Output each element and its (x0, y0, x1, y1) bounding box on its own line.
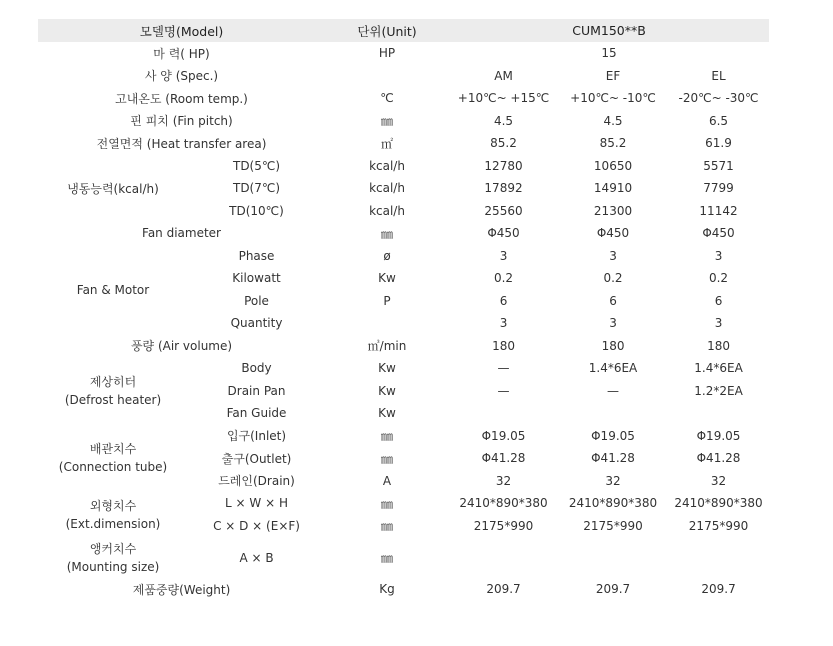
value-air-volume-am: 180 (492, 338, 515, 353)
label-fan-motor: Fan & Motor (76, 282, 150, 297)
sublabel-connection-drain: 드레인(Drain) (218, 474, 295, 489)
value-fan-pole-ef: 6 (609, 293, 617, 308)
unit-fan-kilowatt: Kw (378, 271, 396, 286)
sublabel-fan-kilowatt: Kilowatt (232, 271, 281, 286)
value-fan-diameter-el: Φ450 (702, 226, 735, 241)
value-room-temp-ef: +10℃~ -10℃ (570, 91, 656, 106)
value-weight-am: 209.7 (486, 582, 521, 597)
value-ext-cdef-ef: 2175*990 (583, 518, 643, 533)
unit-fin-pitch: ㎜ (381, 114, 394, 129)
value-ext-lwh-ef: 2410*890*380 (568, 496, 658, 511)
sublabel-fan-quantity: Quantity (230, 316, 283, 331)
value-capacity-td7-am: 17892 (484, 181, 523, 196)
value-mounting-ef (558, 537, 668, 578)
value-fin-pitch-am: 4.5 (493, 113, 514, 128)
label-hp: 마 력( HP) (153, 46, 210, 61)
sublabel-mounting: A × B (239, 550, 274, 565)
label-ext-dimension-en: (Ext.dimension) (65, 516, 161, 531)
value-fan-diameter-am: Φ450 (487, 226, 520, 241)
label-connection-ko: 배관치수 (89, 442, 137, 457)
value-room-temp-am: +10℃~ +15℃ (457, 91, 550, 106)
row-fin-pitch (38, 110, 769, 133)
value-fan-kilowatt-am: 0.2 (493, 271, 514, 286)
sublabel-fan-pole: Pole (244, 293, 269, 308)
label-capacity: 냉동능력(kcal/h) (67, 181, 159, 196)
label-fan-diameter: Fan diameter (142, 226, 221, 241)
label-ext-dimension (38, 492, 188, 537)
label-mounting-ko: 앵커치수 (89, 541, 137, 556)
unit-defrost-drain-pan: Kw (378, 383, 396, 398)
unit-fan-phase: ø (383, 248, 391, 263)
value-capacity-td5-el: 5571 (703, 158, 734, 173)
label-air-volume: 풍량 (Air volume) (130, 339, 233, 354)
value-fan-quantity-am: 3 (499, 316, 508, 331)
row-room-temp (38, 87, 769, 110)
value-capacity-td10-am: 25560 (484, 203, 523, 218)
value-connection-drain-am: 32 (495, 473, 512, 488)
value-mounting-am (449, 537, 558, 578)
row-fan-phase (38, 245, 769, 268)
sublabel-defrost-fan-guide: Fan Guide (226, 406, 287, 421)
unit-connection-inlet: ㎜ (381, 429, 394, 444)
unit-mounting: ㎜ (381, 551, 394, 565)
value-room-temp-el: -20℃~ -30℃ (678, 91, 759, 106)
sublabel-capacity-td7: TD(7℃) (232, 181, 281, 196)
value-defrost-drain-pan-ef: — (607, 383, 620, 398)
value-connection-outlet-ef: Φ41.28 (591, 451, 635, 466)
value-capacity-td7-ef: 14910 (593, 181, 633, 196)
label-mounting-en: (Mounting size) (66, 559, 160, 574)
unit-weight: Kg (379, 582, 395, 597)
unit-connection-drain: A (382, 473, 392, 488)
unit-capacity-td10: kcal/h (369, 203, 405, 218)
label-defrost-en: (Defrost heater) (64, 392, 162, 407)
value-capacity-td5-ef: 10650 (593, 158, 633, 173)
value-spec-el: EL (711, 68, 726, 83)
sublabel-ext-cdef: C × D × (E×F) (213, 518, 300, 533)
value-fan-pole-el: 6 (714, 293, 723, 308)
value-capacity-td7-el: 7799 (703, 181, 734, 196)
row-capacity-td5 (38, 155, 769, 178)
value-defrost-drain-pan-am: — (497, 383, 510, 398)
value-defrost-fan-guide-am (449, 402, 558, 425)
unit-hp: HP (378, 46, 396, 61)
label-mounting (38, 537, 188, 578)
unit-capacity-td7: kcal/h (369, 181, 405, 196)
unit-connection-outlet: ㎜ (381, 451, 394, 466)
unit-air-volume: ㎥/min (367, 339, 407, 354)
row-air-volume (38, 335, 769, 358)
header-row (38, 19, 769, 42)
row-spec (38, 65, 769, 88)
value-connection-inlet-el: Φ19.05 (696, 428, 741, 443)
sublabel-defrost-drain-pan: Drain Pan (227, 383, 286, 398)
value-fan-diameter-ef: Φ450 (596, 226, 630, 241)
unit-spec (325, 65, 449, 88)
value-fan-kilowatt-el: 0.2 (708, 271, 729, 286)
row-heat-area (38, 132, 769, 155)
value-ext-lwh-el: 2410*890*380 (674, 496, 763, 511)
header-unit: 단위(Unit) (325, 19, 449, 42)
value-fin-pitch-el: 6.5 (708, 113, 729, 128)
value-weight-el: 209.7 (701, 582, 736, 597)
value-spec-am: AM (494, 68, 513, 83)
unit-fan-pole: P (383, 293, 391, 308)
value-defrost-fan-guide-ef (558, 402, 668, 425)
unit-capacity-td5: kcal/h (369, 158, 405, 173)
label-room-temp: 고내온도 (Room temp.) (115, 91, 248, 106)
value-fan-phase-am: 3 (499, 248, 508, 263)
unit-defrost-body: Kw (378, 361, 396, 376)
value-ext-cdef-el: 2175*990 (688, 518, 749, 533)
value-hp: 15 (601, 46, 617, 61)
value-connection-drain-ef: 32 (605, 473, 621, 488)
value-connection-inlet-am: Φ19.05 (481, 428, 526, 443)
value-capacity-td5-am: 12780 (484, 158, 523, 173)
value-defrost-drain-pan-el: 1.2*2EA (694, 383, 743, 398)
unit-heat-area: ㎡ (381, 136, 394, 151)
label-spec: 사 양 (Spec.) (144, 69, 219, 84)
value-fan-phase-el: 3 (714, 248, 723, 263)
sublabel-defrost-body: Body (241, 361, 272, 376)
value-defrost-body-ef: 1.4*6EA (588, 361, 638, 376)
unit-defrost-fan-guide: Kw (378, 406, 396, 421)
value-spec-ef: EF (605, 68, 621, 83)
row-hp (38, 42, 769, 65)
label-defrost (38, 357, 188, 425)
label-connection-en: (Connection tube) (58, 460, 168, 475)
value-capacity-td10-ef: 21300 (593, 203, 633, 218)
value-capacity-td10-el: 11142 (699, 203, 738, 218)
value-defrost-body-el: 1.4*6EA (694, 361, 743, 376)
value-weight-ef: 209.7 (595, 582, 631, 597)
label-connection (38, 425, 188, 493)
sublabel-ext-lwh: L × W × H (225, 496, 288, 511)
row-fan-diameter (38, 222, 769, 245)
sublabel-fan-phase: Phase (238, 248, 275, 263)
row-weight (38, 578, 769, 601)
value-fan-pole-am: 6 (499, 293, 508, 308)
spec-table (38, 19, 769, 601)
sublabel-connection-outlet: 출구(Outlet) (221, 451, 292, 466)
label-defrost-ko: 제상히터 (89, 374, 137, 389)
value-fan-quantity-ef: 3 (609, 316, 617, 331)
value-heat-area-am: 85.2 (490, 136, 517, 151)
header-series: CUM150**B (449, 19, 769, 42)
value-fan-phase-ef: 3 (609, 248, 617, 263)
unit-fan-quantity (325, 312, 449, 335)
row-mounting (38, 537, 769, 578)
label-fin-pitch: 핀 피치 (Fin pitch) (130, 114, 233, 129)
value-fan-quantity-el: 3 (714, 316, 723, 331)
value-connection-inlet-ef: Φ19.05 (591, 428, 635, 443)
value-fan-kilowatt-ef: 0.2 (603, 271, 623, 286)
value-heat-area-ef: 85.2 (599, 136, 627, 151)
value-mounting-el (668, 537, 769, 578)
label-weight: 제품중량(Weight) (132, 582, 231, 597)
value-air-volume-ef: 180 (601, 338, 625, 353)
unit-ext-cdef: ㎜ (381, 519, 394, 534)
value-ext-lwh-am: 2410*890*380 (459, 496, 548, 511)
value-defrost-fan-guide-el (668, 402, 769, 425)
label-heat-area: 전열면적 (Heat transfer area) (96, 136, 267, 151)
sublabel-capacity-td10: TD(10℃) (229, 203, 284, 218)
value-defrost-body-am: — (497, 361, 510, 376)
unit-room-temp: ℃ (380, 91, 394, 106)
sublabel-connection-inlet: 입구(Inlet) (226, 429, 287, 444)
row-ext-lwh (38, 492, 769, 515)
value-heat-area-el: 61.9 (705, 136, 732, 151)
row-defrost-body (38, 357, 769, 380)
value-connection-outlet-el: Φ41.28 (696, 451, 741, 466)
value-connection-outlet-am: Φ41.28 (481, 451, 526, 466)
value-connection-drain-el: 32 (710, 473, 727, 488)
header-model: 모델명(Model) (38, 19, 325, 42)
row-connection-inlet (38, 425, 769, 448)
value-fin-pitch-ef: 4.5 (603, 113, 623, 128)
value-ext-cdef-am: 2175*990 (473, 518, 534, 533)
label-ext-dimension-ko: 외형치수 (89, 498, 137, 513)
sublabel-capacity-td5: TD(5℃) (232, 158, 281, 173)
unit-fan-diameter: ㎜ (381, 226, 394, 241)
unit-ext-lwh: ㎜ (381, 496, 394, 511)
value-air-volume-el: 180 (707, 338, 730, 353)
